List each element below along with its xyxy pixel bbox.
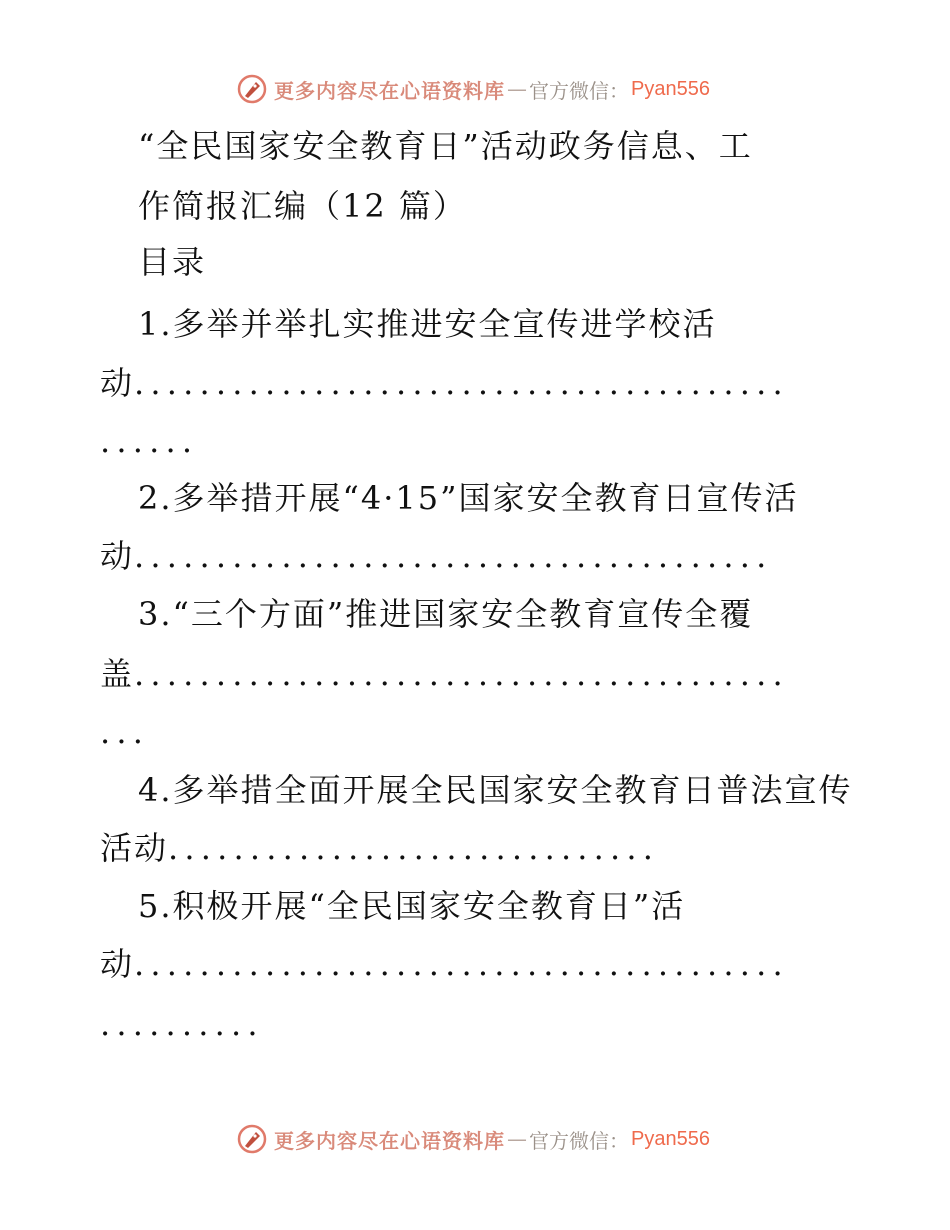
watermark-site-name: 更多内容尽在心语资料库 bbox=[274, 1128, 505, 1153]
toc-item-4-lead: 活动 bbox=[100, 829, 169, 867]
watermark-label: 官方微信： bbox=[529, 78, 629, 103]
watermark-separator: — bbox=[507, 1127, 527, 1151]
toc-item-2-leader bbox=[100, 536, 773, 576]
watermark-wechat-id: Pyan556 bbox=[631, 77, 710, 100]
toc-item-1-leader bbox=[100, 363, 789, 403]
toc-heading: 目录 bbox=[138, 243, 207, 281]
toc-item-2-lead: 动 bbox=[100, 537, 135, 575]
watermark-label: 官方微信： bbox=[529, 1128, 629, 1153]
watermark-wechat-id: Pyan556 bbox=[631, 1127, 710, 1150]
toc-item-5-dots-cont: .......... bbox=[100, 1005, 264, 1043]
watermark-header bbox=[236, 72, 710, 106]
toc-item-1-dots-cont: ...... bbox=[100, 422, 199, 460]
document-title-line-2: 作简报汇编（12 篇） bbox=[138, 187, 467, 225]
toc-item-1-lead: 动 bbox=[100, 364, 135, 402]
watermark-separator: — bbox=[507, 77, 527, 101]
watermark-site-name: 更多内容尽在心语资料库 bbox=[274, 78, 505, 103]
pen-nib-logo-icon bbox=[236, 73, 268, 105]
toc-item-3-lead: 盖 bbox=[100, 655, 135, 693]
toc-item-5-title: 5.积极开展“全民国家安全教育日”活 bbox=[138, 887, 686, 925]
toc-item-5-dots: ........................................ bbox=[134, 945, 789, 983]
toc-item-3-dots: ........................................ bbox=[134, 655, 789, 693]
toc-item-1-dots: ........................................ bbox=[134, 364, 789, 402]
toc-item-3-title: 3.“三个方面”推进国家安全教育宣传全覆 bbox=[138, 595, 754, 633]
pen-nib-logo-icon bbox=[236, 1123, 268, 1155]
toc-item-4-title: 4.多举措全面开展全民国家安全教育日普法宣传 bbox=[138, 771, 853, 809]
toc-item-5-leader bbox=[100, 944, 789, 984]
toc-item-4-leader bbox=[100, 828, 659, 868]
toc-item-1-title: 1.多举并举扎实推进安全宣传进学校活 bbox=[138, 305, 717, 343]
toc-item-2-dots: ....................................... bbox=[134, 537, 773, 575]
document-title-line-1: “全民国家安全教育日”活动政务信息、工 bbox=[138, 127, 753, 165]
toc-item-4-dots: .............................. bbox=[168, 829, 660, 867]
toc-item-5-lead: 动 bbox=[100, 945, 135, 983]
toc-item-3-dots-cont: ... bbox=[100, 713, 150, 751]
toc-item-2-title: 2.多举措开展“4·15”国家安全教育日宣传活 bbox=[138, 479, 799, 517]
toc-item-3-leader bbox=[100, 654, 789, 694]
watermark-footer bbox=[236, 1122, 710, 1156]
